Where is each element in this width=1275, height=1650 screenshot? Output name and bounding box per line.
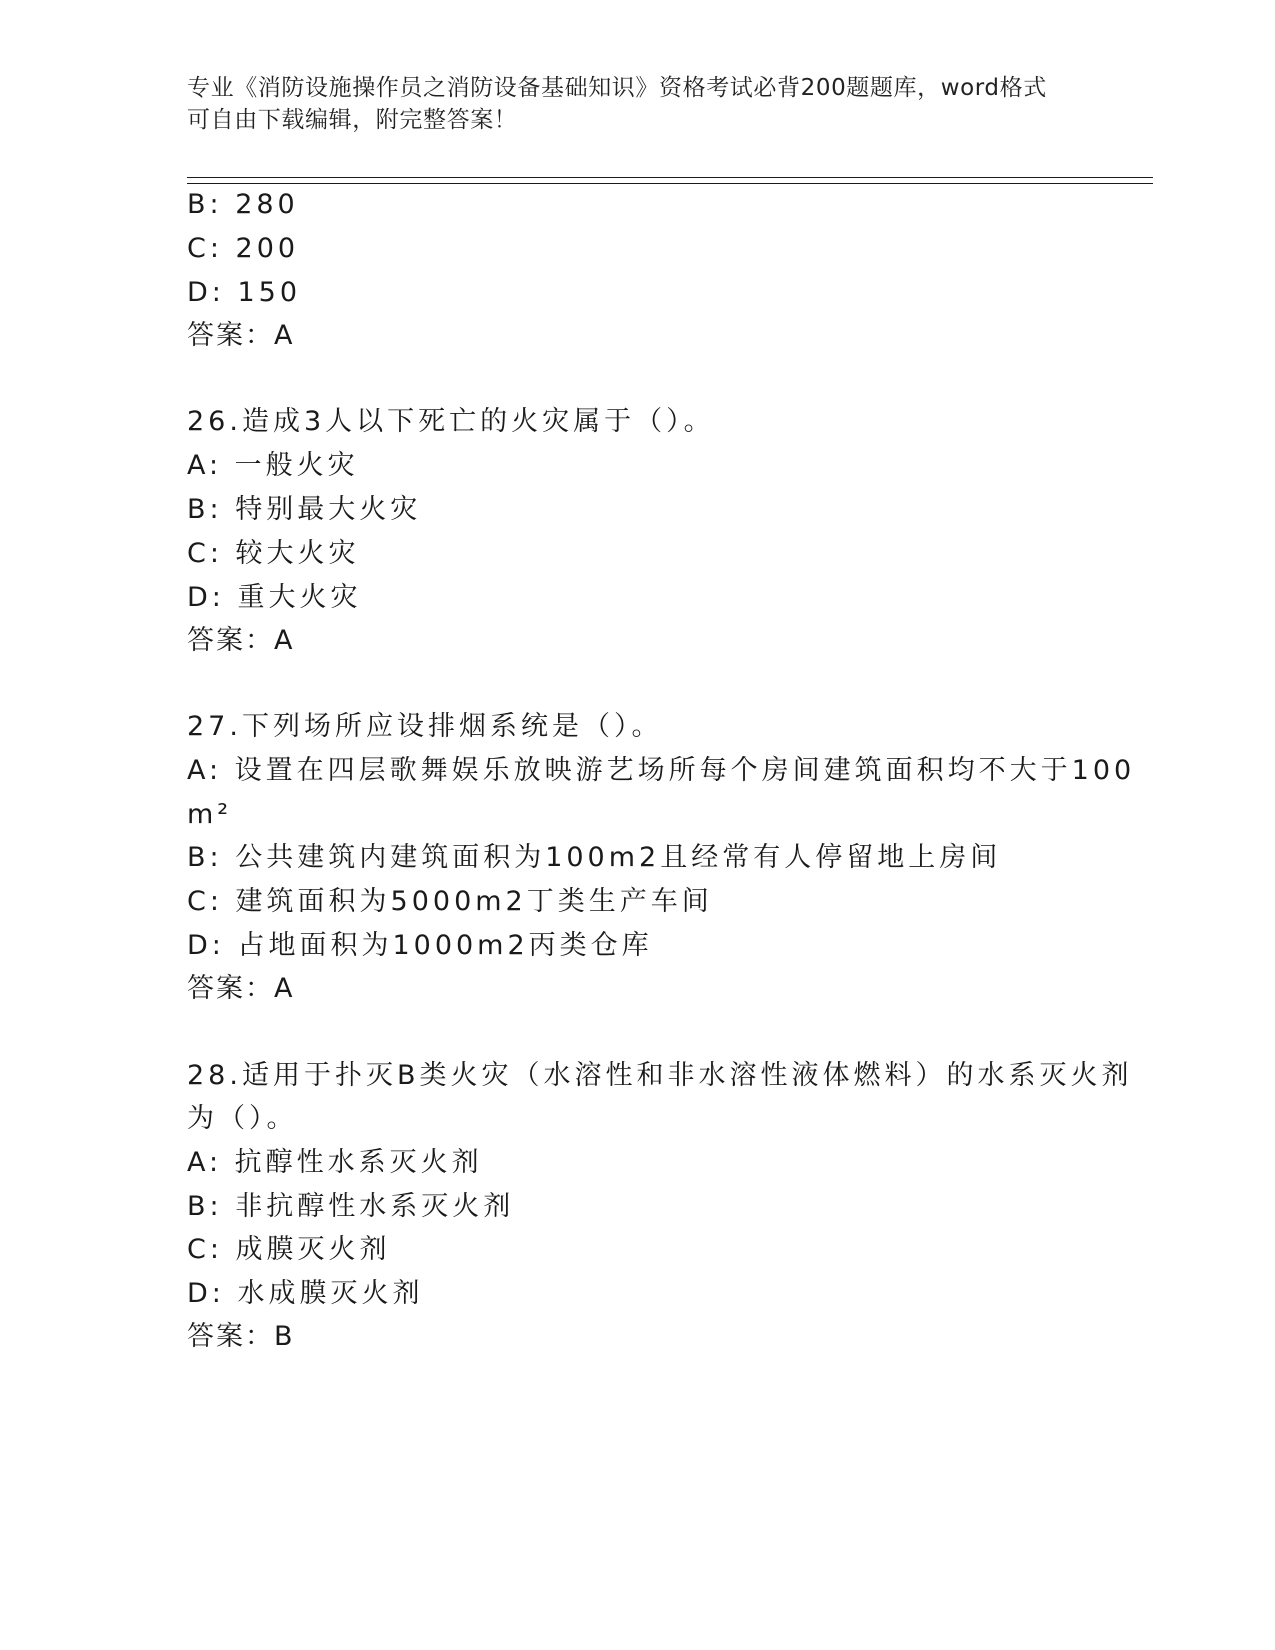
option-c: C: 建筑面积为5000m2丁类生产车间 xyxy=(187,886,713,917)
question-text: 27.下列场所应设排烟系统是（）。 xyxy=(187,711,663,742)
option-d: D: 重大火灾 xyxy=(187,582,362,613)
option-b: B: 非抗醇性水系灭火剂 xyxy=(187,1191,515,1222)
option-a-continued: m² xyxy=(187,799,233,830)
answer-line: 答案：B xyxy=(187,1321,295,1352)
option-c: C: 200 xyxy=(187,233,300,264)
answer-line: 答案：A xyxy=(187,625,295,656)
option-b: B: 公共建筑内建筑面积为100m2且经常有人停留地上房间 xyxy=(187,842,1002,873)
option-a: A: 抗醇性水系灭火剂 xyxy=(187,1147,483,1178)
answer-line: 答案：A xyxy=(187,320,295,351)
option-a: A: 设置在四层歌舞娱乐放映游艺场所每个房间建筑面积均不大于100 xyxy=(187,755,1136,786)
option-c: C: 较大火灾 xyxy=(187,538,360,569)
option-d: D: 150 xyxy=(187,277,302,308)
question-text-continued: 为（）。 xyxy=(187,1103,298,1134)
option-c: C: 成膜灭火剂 xyxy=(187,1234,391,1265)
option-b: B: 280 xyxy=(187,189,299,220)
question-text: 26.造成3人以下死亡的火灾属于（）。 xyxy=(187,406,715,437)
option-d: D: 水成膜灭火剂 xyxy=(187,1278,424,1309)
answer-line: 答案：A xyxy=(187,973,295,1004)
option-d: D: 占地面积为1000m2丙类仓库 xyxy=(187,930,653,961)
question-text: 28.适用于扑灭B类火灾（水溶性和非水溶性液体燃料）的水系灭火剂 xyxy=(187,1060,1133,1091)
document-header: 专业《消防设施操作员之消防设备基础知识》资格考试必背200题题库，word格式可自由下载编辑，附完整答案！ xyxy=(187,75,1047,133)
header-divider-top xyxy=(187,177,1153,178)
header-divider-bottom xyxy=(187,183,1153,184)
option-a: A: 一般火灾 xyxy=(187,450,359,481)
option-b: B: 特别最大火灾 xyxy=(187,494,422,525)
